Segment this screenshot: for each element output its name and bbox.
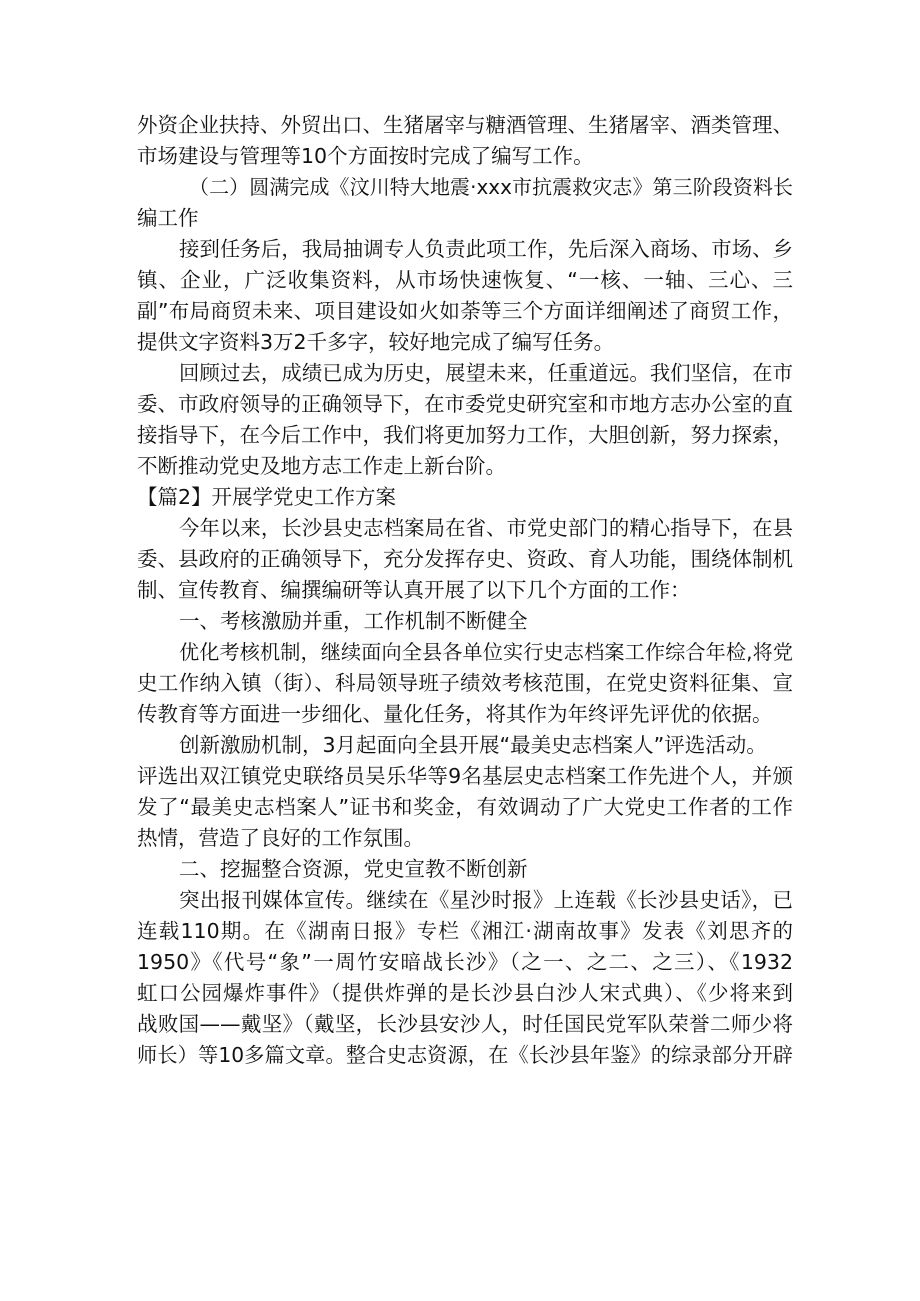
text-line: 一、考核激励并重，工作机制不断健全 [179, 609, 528, 633]
text-line: 创新激励机制，3月起面向全县开展“最美史志档案人”评选活动。 [179, 733, 767, 757]
text-line: 镇、企业，广泛收集资料，从市场快速恢复、“一核、一轴、三心、三 [137, 268, 793, 292]
text-line: 1950》《代号“象”一周竹安暗战长沙》（之一、之二、之三）、《1932 [137, 950, 793, 974]
text-line: 连载110期。在《湖南日报》专栏《湘江·湖南故事》发表《刘思齐的 [137, 919, 793, 943]
text-line: （二）圆满完成《汶川特大地震·xxx市抗震救灾志》第三阶段资料长 [189, 175, 793, 199]
text-line: 传教育等方面进一步细化、量化任务，将其作为年终评先评优的依据。 [137, 702, 773, 726]
text-line: 编工作 [137, 206, 199, 230]
text-line: 制、宣传教育、编撰编研等认真开展了以下几个方面的工作： [137, 578, 691, 602]
text-line: 接到任务后，我局抽调专人负责此项工作，先后深入商场、市场、乡 [179, 237, 793, 261]
text-line: 虹口公园爆炸事件》（提供炸弹的是长沙县白沙人宋式典）、《少将来到 [137, 981, 793, 1005]
text-line: 史工作纳入镇（街）、科局领导班子绩效考核范围，在党史资料征集、宣 [137, 671, 793, 695]
text-line: 提供文字资料3万2千多字，较好地完成了编写任务。 [137, 330, 615, 354]
text-line: 【篇2】开展学党史工作方案 [137, 485, 397, 509]
text-line: 突出报刊媒体宣传。继续在《星沙时报》上连载《长沙县史话》，已 [179, 888, 793, 912]
text-line: 市场建设与管理等10个方面按时完成了编写工作。 [137, 144, 594, 168]
text-line: 不断推动党史及地方志工作走上新台阶。 [137, 454, 506, 478]
text-line: 今年以来，长沙县史志档案局在省、市党史部门的精心指导下，在县 [179, 516, 793, 540]
document-page [137, 110, 793, 1071]
text-line: 接指导下，在今后工作中，我们将更加努力工作，大胆创新，努力探索， [137, 423, 793, 447]
text-line: 二、挖掘整合资源，党史宣教不断创新 [179, 857, 528, 881]
text-line: 评选出双江镇党史联络员吴乐华等9名基层史志档案工作先进个人，并颁 [137, 764, 793, 788]
text-line: 优化考核机制，继续面向全县各单位实行史志档案工作综合年检,将党 [179, 640, 793, 664]
text-line: 副”布局商贸未来、项目建设如火如荼等三个方面详细阐述了商贸工作， [137, 299, 793, 323]
text-line: 师长）等10多篇文章。整合史志资源，在《长沙县年鉴》的综录部分开辟 [137, 1043, 793, 1067]
text-line: 回顾过去，成绩已成为历史，展望未来，任重道远。我们坚信，在市 [179, 361, 793, 385]
text-line: 委、县政府的正确领导下，充分发挥存史、资政、育人功能，围绕体制机 [137, 547, 793, 571]
text-line: 战败国——戴坚》（戴坚，长沙县安沙人，时任国民党军队荣誉二师少将 [137, 1012, 793, 1036]
text-line: 发了“最美史志档案人”证书和奖金，有效调动了广大党史工作者的工作 [137, 795, 793, 819]
text-line: 热情，营造了良好的工作氛围。 [137, 826, 424, 850]
text-line: 委、市政府领导的正确领导下，在市委党史研究室和市地方志办公室的直 [137, 392, 793, 416]
text-line: 外资企业扶持、外贸出口、生猪屠宰与糖酒管理、生猪屠宰、酒类管理、 [137, 113, 793, 137]
